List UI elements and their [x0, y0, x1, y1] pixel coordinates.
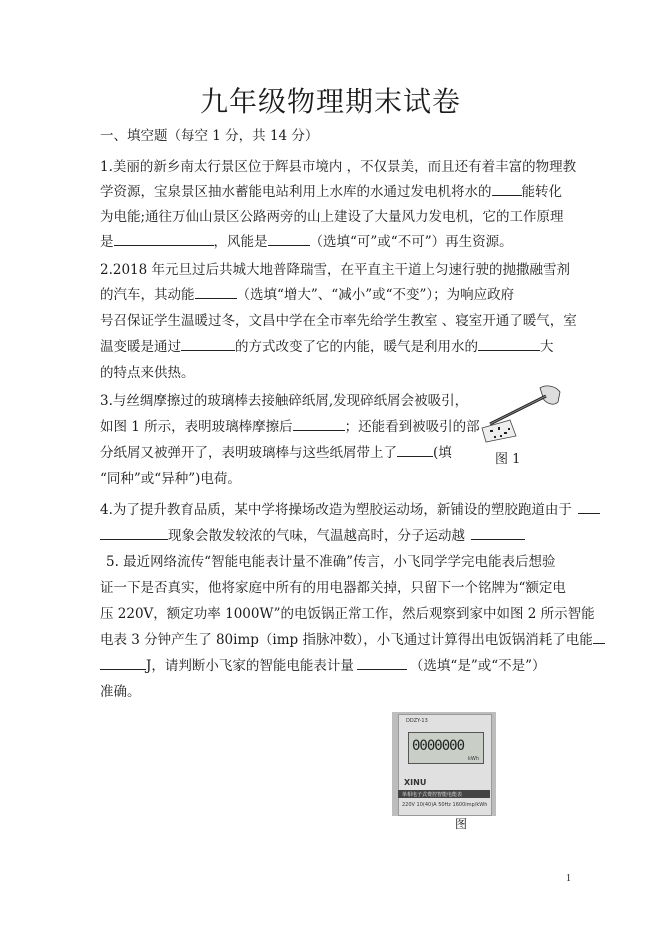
q1-text: 能转化: [521, 184, 562, 200]
q3-text: 如图 1 所示，表明玻璃棒摩擦后: [100, 419, 293, 435]
meter-body: [398, 714, 492, 816]
meter-unit: kWh: [468, 756, 480, 762]
meter-model: DDZY-13: [406, 718, 428, 724]
q2-text: 大: [540, 339, 554, 355]
answer-blank[interactable]: [195, 285, 237, 299]
q4-text: 4.为了提升教育品质，某中学将操场改造为塑胶运动场，新铺设的塑胶跑道由于: [100, 502, 572, 518]
answer-blank[interactable]: [471, 526, 525, 540]
figure-1-glass-rod-image: [470, 380, 565, 450]
q1-line-4: [100, 230, 513, 250]
q3-line-4: “同种”或“异种”)电荷。: [100, 471, 241, 487]
meter-spec: 220V 10(40)A 50Hz 1600imp/kWh: [402, 802, 488, 808]
q5-line-5: [100, 654, 546, 674]
figure-2-caption: 图: [455, 817, 468, 831]
q5-text: J，请判断小飞家的智能电能表计量: [146, 658, 354, 674]
meter-digits: 0000000: [412, 738, 465, 754]
answer-blank[interactable]: [293, 417, 345, 431]
answer-blank[interactable]: [268, 232, 310, 246]
q4-text: 现象会散发较浓的气味，气温越高时，分子运动越: [168, 528, 465, 544]
q3-line-2: [100, 415, 480, 435]
q3-line-1: 3.与丝绸摩擦过的玻璃棒去接触碎纸屑,发现碎纸屑会被吸引，: [100, 393, 469, 409]
figure-1-caption: 图 1: [495, 452, 521, 467]
q3-text: (填: [433, 445, 452, 461]
answer-blank[interactable]: [593, 630, 605, 644]
answer-blank[interactable]: [181, 337, 235, 351]
q2-text: 的汽车，其动能: [100, 287, 195, 303]
q1-text: 是: [100, 234, 114, 250]
q1-text: ，风能是: [213, 234, 268, 250]
answer-blank[interactable]: [478, 337, 540, 351]
q1-line-3: 为电能;通往万仙山景区公路两旁的山上建设了大量风力发电机，它的工作原理: [100, 209, 564, 225]
answer-blank[interactable]: [100, 526, 168, 540]
q2-text: 温变暖是通过: [100, 339, 181, 355]
page-number: 1: [566, 873, 571, 884]
answer-blank[interactable]: [100, 656, 146, 670]
q3-line-3: [100, 441, 452, 461]
q2-text: 的方式改变了它的内能，暖气是利用水的: [235, 339, 478, 355]
q2-line-3: 号召保证学生温暖过冬，文昌中学在全市率先给学生教室 、寝室开通了暖气，室: [100, 313, 577, 329]
answer-blank[interactable]: [578, 500, 600, 514]
section-heading: 一、填空题（每空 1 分，共 14 分）: [100, 128, 319, 144]
answer-blank[interactable]: [357, 656, 407, 670]
q2-line-5: 的特点来供热。: [100, 365, 195, 381]
q2-line-1: 2.2018 年元旦过后共城大地普降瑞雪，在平直主干道上匀速行驶的抛撒融雪剂: [100, 262, 571, 278]
q5-line-6: 准确。: [100, 684, 141, 700]
q1-text: 学资源，宝泉景区抽水蓄能电站利用上水库的水通过发电机将水的: [100, 184, 492, 200]
q5-text: （选填“是”或“不是”）: [409, 658, 546, 674]
meter-brand: XINU: [404, 778, 427, 787]
meter-band-text: 单相电子式费控智能电能表: [402, 792, 463, 798]
q3-text: ；还能看到被吸引的部: [344, 419, 480, 435]
q5-line-4: [100, 628, 605, 648]
q3-text: 分纸屑又被弹开了，表明玻璃棒与这些纸屑带上了: [100, 445, 397, 461]
q4-line-2: [100, 524, 525, 544]
answer-blank[interactable]: [397, 443, 433, 457]
q4-line-1: [100, 498, 600, 518]
answer-blank[interactable]: [114, 232, 214, 246]
q1-text: （选填“可”或“不可”）再生资源。: [309, 234, 513, 250]
q5-text: 电表 3 分钟产生了 80imp（imp 指脉冲数），小飞通过计算得出电饭锅消耗了电能: [100, 632, 593, 648]
q5-line-2: 证一下是否真实，他将家庭中所有的用电器都关掉，只留下一个铭牌为“额定电: [100, 580, 566, 596]
q2-text: （选填“增大”、“减小”或“不变”）；为响应政府: [236, 287, 515, 303]
q5-line-3: 压 220V，额定功率 1000W”的电饭锅正常工作，然后观察到家中如图 2 所示智能: [100, 606, 595, 622]
q2-line-4: [100, 335, 554, 355]
page-title: 九年级物理期末试卷: [199, 85, 461, 118]
q1-line-1: 1.美丽的新乡南太行景区位于辉县市境内 ，不仅景美，而且还有着丰富的物理教: [100, 159, 577, 175]
q1-line-2: [100, 180, 562, 200]
answer-blank[interactable]: [492, 182, 522, 196]
q5-line-1: 5. 最近网络流传“智能电能表计量不准确”传言，小飞同学学完电能表后想验: [106, 554, 556, 570]
q2-line-2: [100, 283, 514, 303]
figure-2-smart-meter-image: [392, 712, 496, 816]
